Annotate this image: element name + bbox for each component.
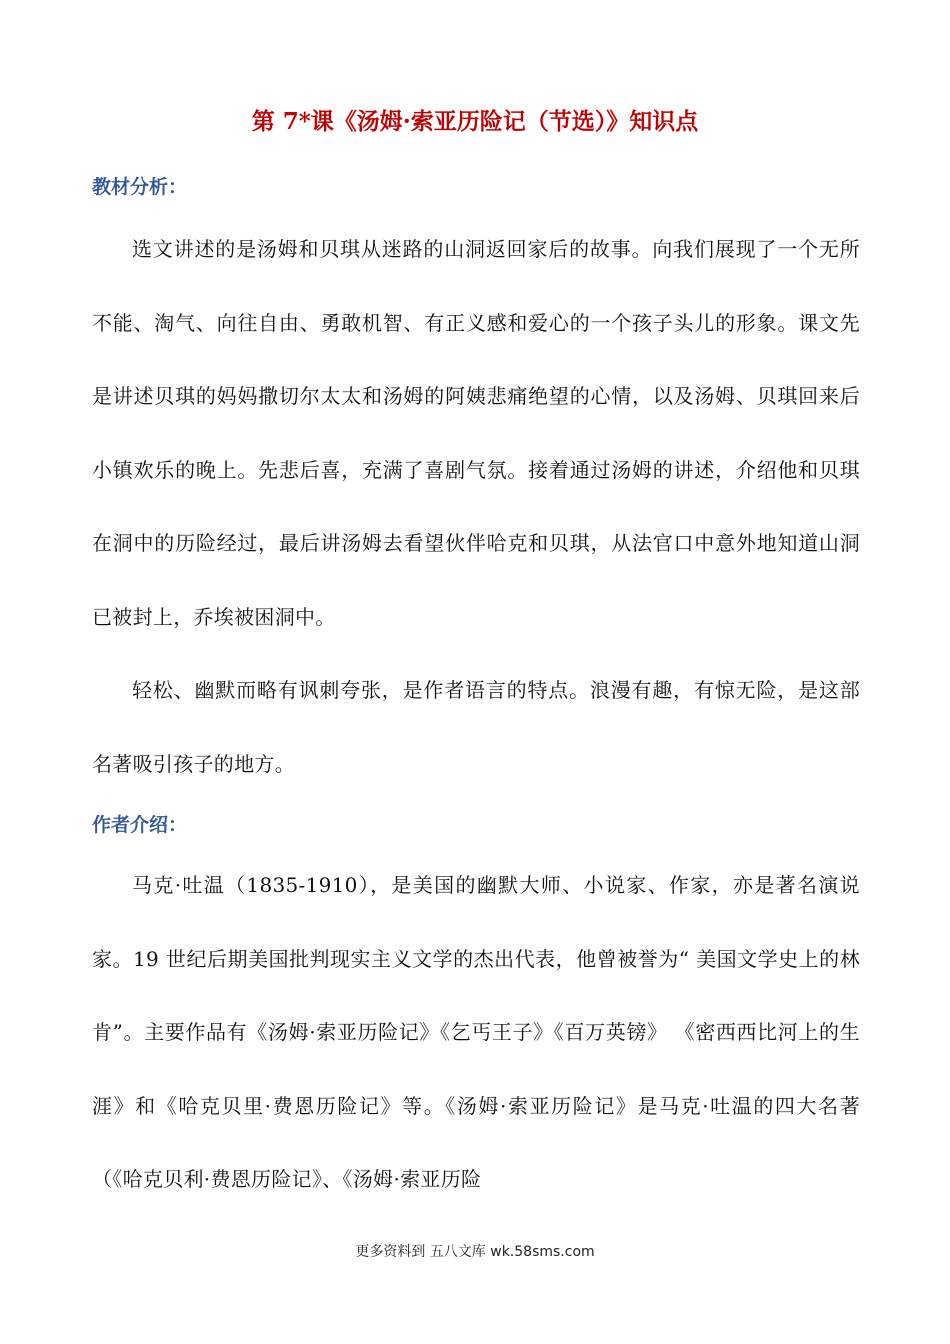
section-heading-author-intro: 作者介绍： xyxy=(92,814,188,836)
paragraph-textbook-analysis-1: 选文讲述的是汤姆和贝琪从迷路的山洞返回家后的故事。向我们展现了一个无所不能、淘气、向往自由、勇敢机智、有正义感和爱心的一个孩子头儿的形象。课文先是讲述贝琪的妈妈撒切尔太太和汤姆的阿姨悲痛绝望的心情，以及汤姆、贝琪回来后小镇欢乐的晚上。先悲后喜，充满了喜剧气氛。接着通过汤姆的讲述，介绍他和贝琪在洞中的历险经过，最后讲汤姆去看望伙伴哈克和贝琪，从法官口中意外地知道山洞已被封上，乔埃被困洞中。 xyxy=(92,237,860,629)
paragraph-author-intro-1: 马克·吐温（1835-1910），是美国的幽默大师、小说家、作家，亦是著名演说家。19 世纪后期美国批判现实主义文学的杰出代表，他曾被誉为“ 美国文学史上的林肯”。主要作品有《汤姆·索亚历险记》《乞丐王子》《百万英镑》 《密西西比河上的生涯》和《哈克贝里·费恩历险记》等。《汤姆·索亚历险记》是马克·吐温的四大名著（《哈克贝利·费恩历险记》、《汤姆·索亚历险 xyxy=(92,873,860,1191)
footer-text: 更多资料到 五八文库 wk.58sms.com xyxy=(355,1244,595,1260)
page-title: 第 7*课《汤姆·索亚历险记（节选）》知识点 xyxy=(251,108,699,135)
paragraph-textbook-analysis-2: 轻松、幽默而略有讽刺夸张，是作者语言的特点。浪漫有趣，有惊无险，是这部名著吸引孩子的地方。 xyxy=(92,678,860,776)
section-heading-textbook-analysis: 教材分析： xyxy=(92,176,188,198)
